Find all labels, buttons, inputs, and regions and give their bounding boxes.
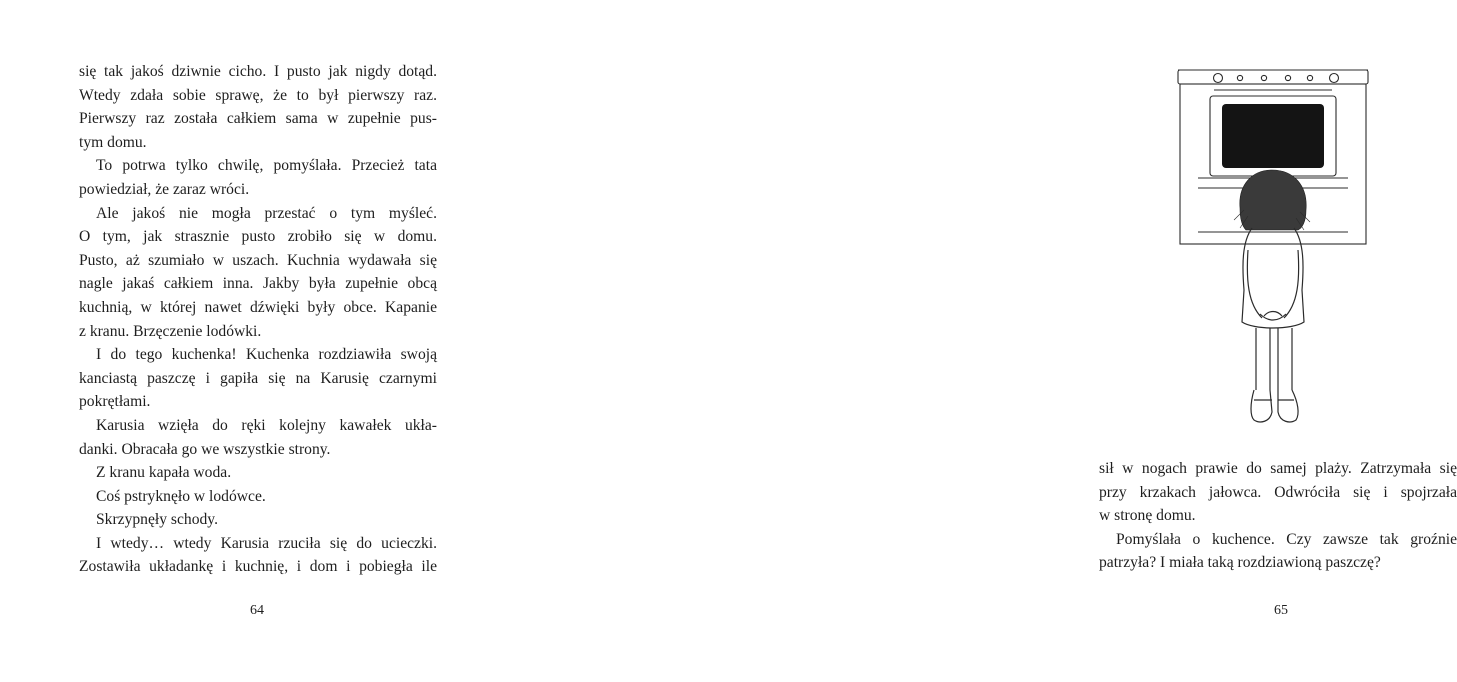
oven-girl-illustration bbox=[1174, 60, 1374, 440]
text-line: Z kranu kapała woda. bbox=[96, 464, 232, 482]
text-line: Coś pstryknęło w lodówce. bbox=[96, 487, 266, 505]
text-line: przy krzakach jałowca. Odwróciła się i spojrzała bbox=[1099, 483, 1457, 501]
oven-window bbox=[1222, 104, 1324, 168]
text-line: Pusto, aż szumiało w uszach. Kuchnia wydawała się bbox=[79, 251, 437, 269]
text-line: Skrzypnęły schody. bbox=[96, 511, 218, 529]
text-line: kanciastą paszczę i gapiła się na Karusię czarnymi bbox=[79, 369, 437, 387]
left-page bbox=[0, 0, 512, 682]
girl-hair bbox=[1234, 170, 1310, 230]
text-line: danki. Obracała go we wszystkie strony. bbox=[79, 440, 331, 458]
right-page bbox=[512, 0, 1457, 682]
text-line: tym domu. bbox=[79, 133, 147, 151]
left-page-number: 64 bbox=[250, 603, 264, 618]
girl-body bbox=[1242, 228, 1304, 422]
text-line: Pomyślała o kuchence. Czy zawsze tak groźnie bbox=[1116, 530, 1457, 548]
text-line: w stronę domu. bbox=[1099, 507, 1196, 525]
text-line: Zostawiła układankę i kuchnię, i dom i pobiegła ile bbox=[79, 558, 437, 576]
text-line: kuchnią, w której nawet dźwięki były obce. Kapanie bbox=[79, 298, 437, 316]
text-line: Pierwszy raz została całkiem sama w zupełnie pus- bbox=[79, 110, 437, 128]
right-page-number: 65 bbox=[1274, 603, 1288, 618]
text-line: sił w nogach prawie do samej plaży. Zatrzymała się bbox=[1099, 460, 1457, 477]
text-line: z kranu. Brzęczenie lodówki. bbox=[79, 322, 262, 340]
text-line: Ale jakoś nie mogła przestać o tym myśleć. bbox=[96, 204, 437, 222]
text-line: O tym, jak strasznie pusto zrobiło się w domu. bbox=[79, 228, 437, 246]
text-line: się tak jakoś dziwnie cicho. I pusto jak nigdy dotąd. bbox=[79, 63, 437, 80]
text-line: I do tego kuchenka! Kuchenka rozdziawiła swoją bbox=[96, 346, 437, 364]
text-line: To potrwa tylko chwilę, pomyślała. Przecież tata bbox=[96, 157, 437, 175]
text-line: powiedział, że zaraz wróci. bbox=[79, 180, 250, 198]
left-page-text bbox=[79, 60, 437, 579]
text-line: nagle jakaś całkiem inna. Jakby była zupełnie obcą bbox=[79, 275, 437, 293]
text-line: Wtedy zdała sobie sprawę, że to był pierwszy raz. bbox=[79, 86, 437, 104]
text-line: Karusia wzięła do ręki kolejny kawałek ukła- bbox=[96, 416, 437, 434]
text-line: pokrętłami. bbox=[79, 393, 151, 411]
text-line: I wtedy… wtedy Karusia rzuciła się do ucieczki. bbox=[96, 534, 437, 552]
right-page-text bbox=[1099, 457, 1457, 575]
text-line: patrzyła? I miała taką rozdziawioną paszczę? bbox=[1099, 554, 1381, 572]
